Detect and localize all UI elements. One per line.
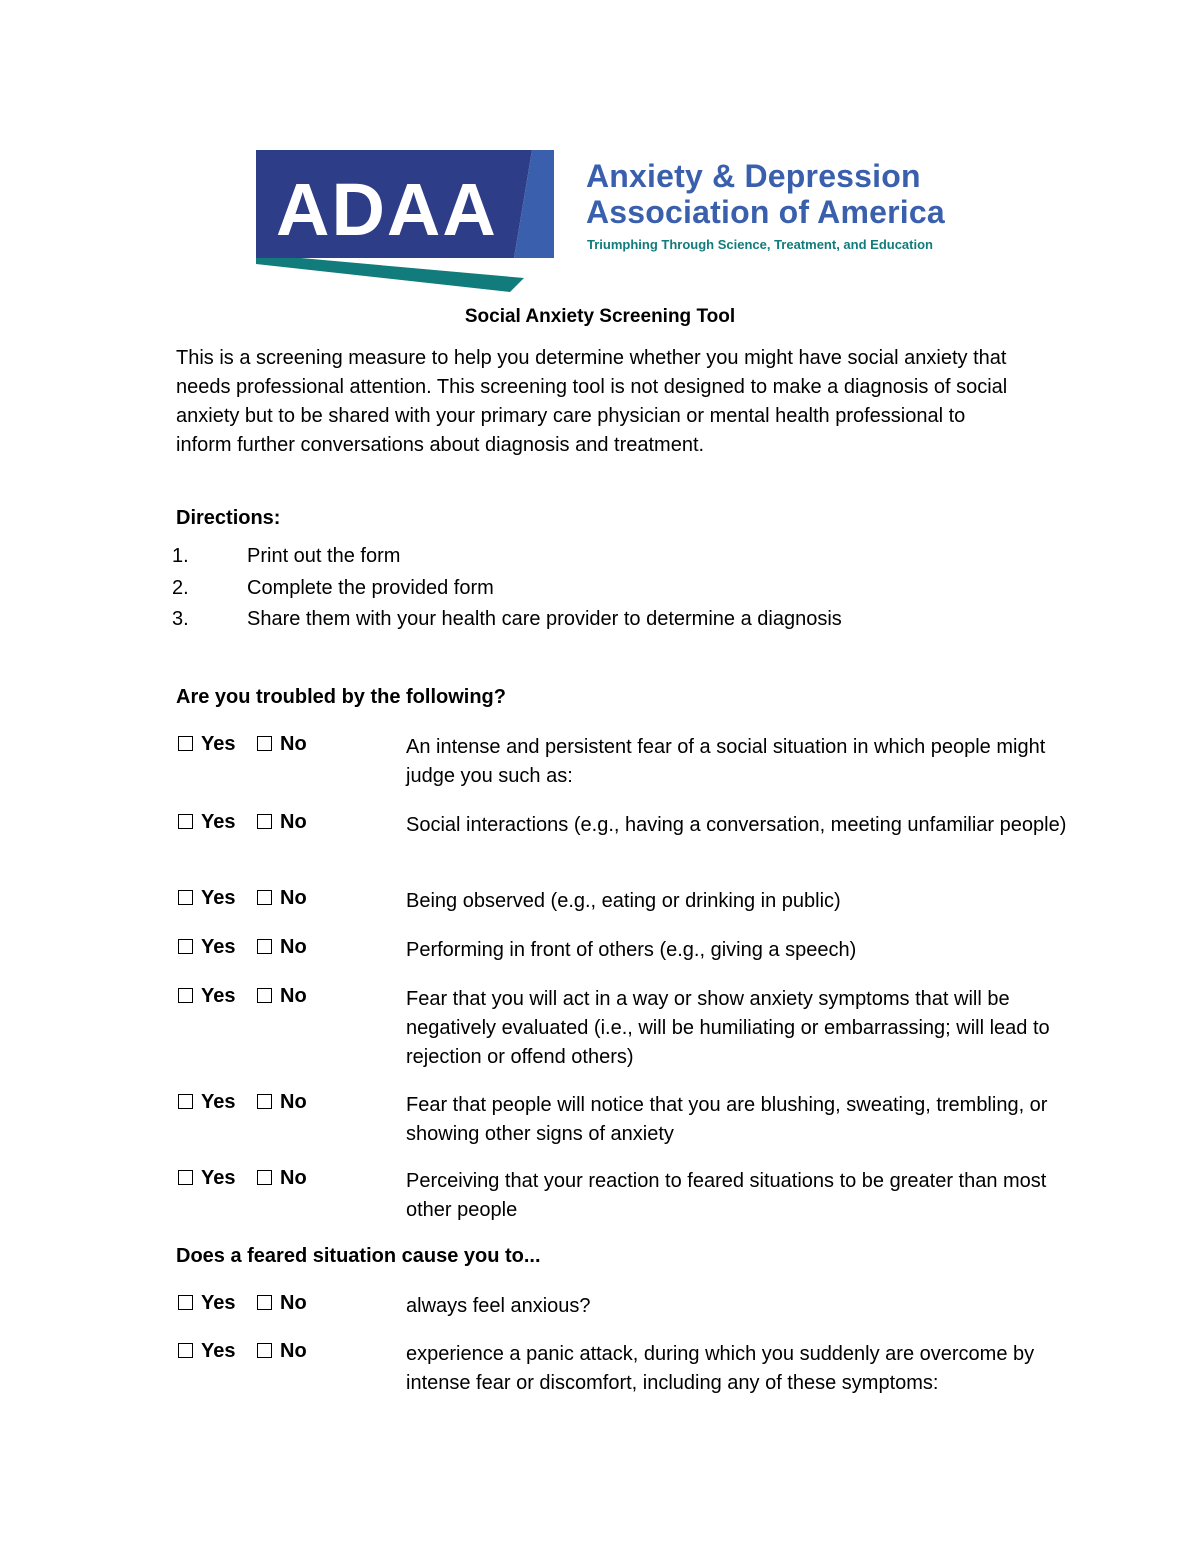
question-text: An intense and persistent fear of a social situation in which people might judge you such as: xyxy=(406,736,1046,787)
no-option[interactable]: No xyxy=(257,1340,307,1363)
checkbox-icon[interactable] xyxy=(178,1170,193,1185)
direction-item: 1. Print out the form xyxy=(172,545,401,567)
question-text: experience a panic attack, during which you suddenly are overcome by intense fear or discomfort, including any of these symptoms: xyxy=(406,1343,1035,1394)
directions-heading: Directions: xyxy=(176,507,281,529)
yes-option[interactable]: Yes xyxy=(178,1340,257,1363)
section-heading-feared: Does a feared situation cause you to... xyxy=(176,1245,541,1267)
checkbox-icon[interactable] xyxy=(178,1295,193,1310)
checkbox-icon[interactable] xyxy=(178,1343,193,1358)
yes-option[interactable]: Yes xyxy=(178,1167,257,1190)
adaa-logo xyxy=(254,148,954,298)
adaa-logo-mark xyxy=(254,148,564,298)
yes-option[interactable]: Yes xyxy=(178,1292,257,1315)
question-text: Performing in front of others (e.g., giving a speech) xyxy=(406,939,857,961)
no-option[interactable]: No xyxy=(257,811,307,834)
checkbox-icon[interactable] xyxy=(178,1094,193,1109)
section-heading-troubled: Are you troubled by the following? xyxy=(176,686,506,708)
yes-option[interactable]: Yes xyxy=(178,733,257,756)
checkbox-icon[interactable] xyxy=(257,1295,272,1310)
question-text: Perceiving that your reaction to feared situations to be greater than most other people xyxy=(406,1170,1047,1221)
intro-paragraph: This is a screening measure to help you determine whether you might have social anxiety that needs professional attention. This screening tool is not designed to make a diagnosis of social anxiety but to be shared with your primary care physician or mental health professional to inform further conversations about diagnosis and treatment. xyxy=(176,347,1008,456)
question-text: Fear that people will notice that you are blushing, sweating, trembling, or showing other signs of anxiety xyxy=(406,1094,1048,1145)
yes-option[interactable]: Yes xyxy=(178,887,257,910)
no-option[interactable]: No xyxy=(257,985,307,1008)
logo-org-line1: Anxiety & Depression xyxy=(586,158,921,194)
logo-tagline: Triumphing Through Science, Treatment, and Education xyxy=(587,237,933,252)
checkbox-icon[interactable] xyxy=(257,1343,272,1358)
no-option[interactable]: No xyxy=(257,1167,307,1190)
yes-option[interactable]: Yes xyxy=(178,985,257,1008)
page-title: Social Anxiety Screening Tool xyxy=(464,306,736,327)
checkbox-icon[interactable] xyxy=(257,1170,272,1185)
logo-mark-text: ADAA xyxy=(276,168,498,251)
checkbox-icon[interactable] xyxy=(178,736,193,751)
question-text: Being observed (e.g., eating or drinking in public) xyxy=(406,890,841,912)
no-option[interactable]: No xyxy=(257,887,307,910)
direction-item: 2. Complete the provided form xyxy=(172,577,494,599)
checkbox-icon[interactable] xyxy=(257,814,272,829)
checkbox-icon[interactable] xyxy=(257,736,272,751)
yes-option[interactable]: Yes xyxy=(178,1091,257,1114)
question-text: always feel anxious? xyxy=(406,1295,591,1317)
yes-option[interactable]: Yes xyxy=(178,811,257,834)
no-option[interactable]: No xyxy=(257,1292,307,1315)
question-text: Fear that you will act in a way or show anxiety symptoms that will be negatively evaluated (i.e., will be humiliating or embarrassing; will lead to rejection or offend others) xyxy=(406,988,1050,1068)
question-text: Social interactions (e.g., having a conversation, meeting unfamiliar people) xyxy=(406,814,1067,836)
direction-item: 3. Share them with your health care provider to determine a diagnosis xyxy=(172,608,842,630)
no-option[interactable]: No xyxy=(257,733,307,756)
yes-option[interactable]: Yes xyxy=(178,936,257,959)
logo-org-line2: Association of America xyxy=(586,194,945,230)
checkbox-icon[interactable] xyxy=(257,890,272,905)
checkbox-icon[interactable] xyxy=(257,939,272,954)
no-option[interactable]: No xyxy=(257,1091,307,1114)
no-option[interactable]: No xyxy=(257,936,307,959)
checkbox-icon[interactable] xyxy=(178,939,193,954)
checkbox-icon[interactable] xyxy=(178,890,193,905)
checkbox-icon[interactable] xyxy=(257,988,272,1003)
logo-teal-swoosh xyxy=(256,254,524,292)
checkbox-icon[interactable] xyxy=(257,1094,272,1109)
checkbox-icon[interactable] xyxy=(178,988,193,1003)
checkbox-icon[interactable] xyxy=(178,814,193,829)
